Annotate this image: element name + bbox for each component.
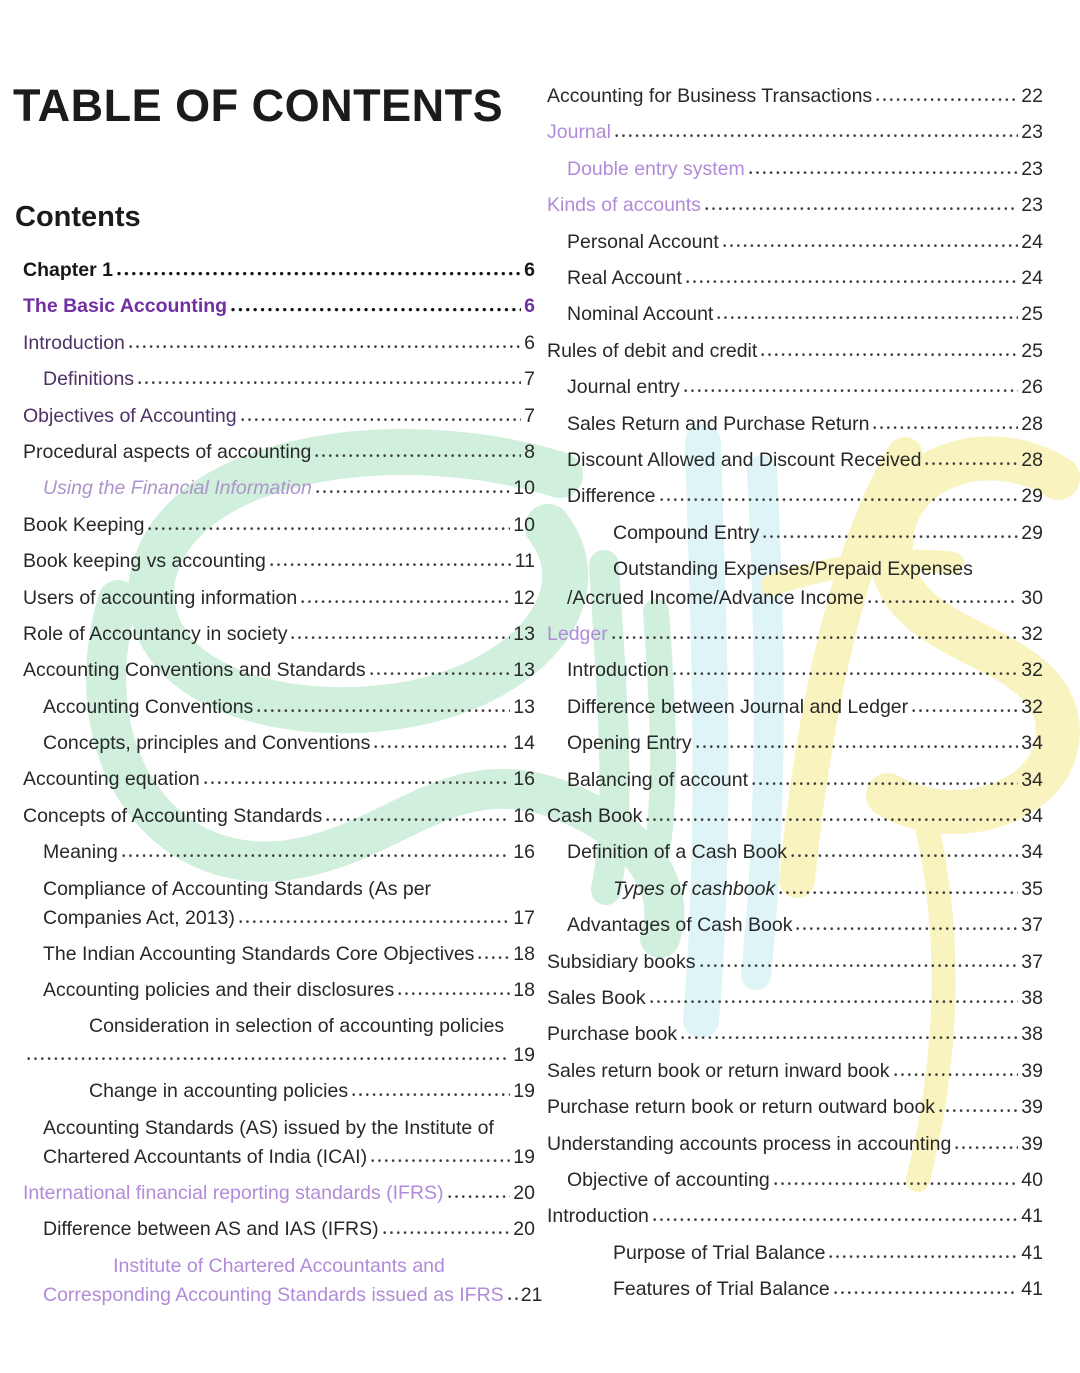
toc-dotted-leader (27, 1056, 510, 1061)
toc-dotted-leader (316, 489, 510, 494)
toc-page-number: 19 (513, 1080, 535, 1103)
toc-entry[interactable] (23, 725, 535, 761)
toc-entry[interactable] (23, 507, 535, 543)
toc-entry[interactable] (23, 325, 535, 361)
toc-entry-label: Introduction (547, 1205, 649, 1228)
toc-dotted-leader (370, 671, 511, 676)
toc-page-number: 41 (1021, 1205, 1043, 1228)
toc-entry[interactable] (23, 1248, 543, 1313)
toc-dotted-leader (925, 461, 1018, 466)
toc-entry-label: Introduction (567, 659, 669, 682)
toc-entry-label: International financial reporting standards (IFRS) (23, 1181, 444, 1204)
toc-entry[interactable] (23, 834, 535, 870)
toc-entry[interactable] (23, 398, 535, 434)
toc-entry-label: Consideration in selection of accounting policies (89, 1015, 505, 1038)
toc-dotted-leader (371, 1158, 510, 1163)
toc-dotted-leader (383, 1230, 511, 1235)
toc-dotted-leader (684, 388, 1019, 393)
toc-entry[interactable] (547, 980, 1043, 1016)
toc-dotted-leader (138, 380, 521, 385)
toc-dotted-leader (326, 817, 510, 822)
toc-entry[interactable] (547, 1016, 1043, 1052)
toc-dotted-leader (374, 744, 510, 749)
toc-dotted-leader (876, 97, 1018, 102)
toc-entry[interactable] (23, 1073, 535, 1109)
toc-dotted-leader (696, 744, 1019, 749)
toc-page-number: 13 (513, 622, 535, 645)
toc-page-number: 18 (513, 979, 535, 1002)
toc-dotted-leader (873, 425, 1018, 430)
toc-dotted-leader (912, 708, 1018, 713)
toc-page-number: 39 (1021, 1132, 1043, 1155)
toc-page-number: 39 (1021, 1096, 1043, 1119)
toc-dotted-leader (796, 926, 1018, 931)
toc-entry-label: Balancing of account (567, 768, 749, 791)
toc-entry-line2 (23, 1281, 543, 1310)
toc-entry-label: Procedural aspects of accounting (23, 440, 312, 463)
toc-entry-label: Objective of accounting (567, 1168, 770, 1191)
toc-entry[interactable] (547, 114, 1043, 150)
toc-page-number: 24 (1021, 266, 1043, 289)
toc-dotted-leader (752, 781, 1018, 786)
toc-entry[interactable] (23, 543, 535, 579)
toc-entry[interactable] (23, 689, 535, 725)
toc-page-number: 39 (1021, 1059, 1043, 1082)
toc-entry-label: Accounting for Business Transactions (547, 85, 873, 107)
toc-entry[interactable] (547, 1271, 1043, 1307)
toc-entry-label: Cash Book (547, 805, 643, 828)
toc-entry-label: Kinds of accounts (547, 194, 701, 217)
toc-entry-label: Understanding accounts process in accounting (547, 1132, 952, 1155)
toc-page-number: 26 (1021, 376, 1043, 399)
toc-page-number: 11 (514, 550, 535, 573)
toc-dotted-leader (129, 344, 521, 349)
toc-page-number: 23 (1021, 157, 1043, 180)
toc-dotted-leader (705, 206, 1018, 211)
toc-entry[interactable] (547, 406, 1043, 442)
toc-entry-label: Definition of a Cash Book (567, 841, 788, 864)
toc-page-number: 25 (1021, 339, 1043, 362)
toc-page-number: 25 (1021, 303, 1043, 326)
toc-entry-label: Sales return book or return inward book (547, 1059, 890, 1082)
toc-dotted-leader (763, 534, 1018, 539)
contents-heading: Contents (15, 201, 141, 233)
toc-page-number: 16 (513, 768, 535, 791)
toc-page-number: 13 (513, 659, 535, 682)
toc-entry-label: Purchase book (547, 1023, 678, 1046)
toc-page-number: 41 (1021, 1241, 1043, 1264)
toc-page-number: 6 (524, 259, 535, 281)
toc-page-number: 7 (524, 368, 535, 391)
toc-entry[interactable] (547, 616, 1043, 652)
toc-dotted-leader (148, 526, 510, 531)
toc-dotted-leader (301, 599, 510, 604)
toc-entry-label: Compound Entry (613, 521, 760, 544)
toc-dotted-leader (834, 1290, 1019, 1295)
toc-entry-label: Purchase return book or return outward book (547, 1096, 936, 1119)
page-title: TABLE OF CONTENTS (13, 80, 504, 131)
toc-entry[interactable] (547, 1198, 1043, 1234)
toc-entry-label: Compliance of Accounting Standards (As per (43, 877, 432, 900)
toc-entry[interactable] (547, 187, 1043, 223)
toc-dotted-leader (829, 1254, 1018, 1259)
toc-dotted-leader (723, 243, 1019, 248)
toc-dotted-leader (241, 417, 522, 422)
toc-page-number: 16 (513, 841, 535, 864)
toc-entry[interactable] (23, 798, 535, 834)
toc-dotted-leader (117, 271, 521, 276)
toc-entry-label: The Basic Accounting (23, 295, 228, 318)
toc-page-number: 6 (524, 331, 535, 354)
toc-entry[interactable] (23, 1008, 535, 1073)
toc-page-number: 18 (513, 942, 535, 965)
toc-entry[interactable] (547, 762, 1043, 798)
toc-entry[interactable] (547, 296, 1043, 332)
toc-entry[interactable] (547, 652, 1043, 688)
toc-entry-label: Accounting Conventions (43, 695, 254, 718)
toc-dotted-leader (291, 635, 510, 640)
toc-entry[interactable] (547, 1162, 1043, 1198)
toc-dotted-leader (653, 1217, 1018, 1222)
toc-entry-label: Journal (547, 121, 611, 144)
toc-dotted-leader (761, 352, 1018, 357)
toc-entry-label: Nominal Account (567, 303, 714, 326)
toc-page-number: 29 (1021, 485, 1043, 508)
toc-entry-line2 (23, 1041, 535, 1070)
toc-dotted-leader (868, 599, 1018, 604)
toc-entry[interactable] (23, 1211, 535, 1247)
toc-entry-label-continued: Companies Act, 2013) (43, 906, 235, 929)
toc-entry[interactable] (547, 834, 1043, 870)
toc-entry-line2 (23, 1143, 535, 1172)
toc-dotted-leader (673, 671, 1018, 676)
toc-page-number: 12 (513, 586, 535, 609)
toc-entry-label: Difference (567, 485, 656, 508)
toc-entry[interactable] (23, 761, 535, 797)
toc-entry-label: Sales Return and Purchase Return (567, 412, 870, 435)
toc-entry[interactable] (547, 515, 1043, 551)
toc-entry-label: Double entry system (567, 157, 745, 180)
toc-entry-label: Institute of Chartered Accountants and (113, 1254, 445, 1277)
toc-page-number: 34 (1021, 805, 1043, 828)
toc-entry[interactable] (23, 434, 535, 470)
toc-entry-label: Accounting policies and their disclosures (43, 979, 395, 1002)
toc-entry[interactable] (547, 1126, 1043, 1162)
toc-dotted-leader (398, 991, 510, 996)
toc-entry-label: Introduction (23, 331, 125, 354)
toc-page-number: 34 (1021, 841, 1043, 864)
toc-entry-label: Chapter 1 (23, 259, 113, 281)
toc-dotted-leader (257, 708, 510, 713)
toc-entry[interactable] (547, 78, 1043, 114)
toc-dotted-leader (779, 890, 1018, 895)
toc-page-number: 10 (513, 477, 535, 500)
toc-page-number: 20 (513, 1218, 535, 1241)
toc-page-number: 35 (1021, 877, 1043, 900)
toc-page-number: 16 (513, 804, 535, 827)
toc-entry[interactable] (23, 470, 535, 506)
toc-dotted-leader (315, 453, 521, 458)
toc-dotted-leader (270, 562, 512, 567)
toc-page-number: 38 (1021, 986, 1043, 1009)
toc-entry-line2 (547, 584, 1043, 613)
toc-entry-label-continued: Corresponding Accounting Standards issued as IFRS (43, 1283, 504, 1306)
toc-dotted-leader (646, 817, 1018, 822)
toc-entry[interactable] (547, 944, 1043, 980)
toc-entry[interactable] (547, 1053, 1043, 1089)
toc-entry-label: Concepts of Accounting Standards (23, 804, 323, 827)
toc-entry[interactable] (547, 1089, 1043, 1125)
toc-page-number: 32 (1021, 659, 1043, 682)
toc-entry[interactable] (23, 972, 535, 1008)
toc-dotted-leader (478, 955, 510, 960)
toc-page-number: 38 (1021, 1023, 1043, 1046)
toc-entry-label: Personal Account (567, 230, 719, 253)
toc-entry-line1 (23, 1114, 535, 1143)
toc-dotted-leader (352, 1092, 510, 1097)
toc-entry-label: Role of Accountancy in society (23, 622, 288, 645)
toc-entry-line1 (547, 555, 1043, 584)
toc-entry[interactable] (23, 652, 535, 688)
toc-entry[interactable] (23, 871, 535, 936)
toc-entry[interactable] (23, 1175, 535, 1211)
toc-page-number: 17 (513, 906, 535, 929)
toc-entry-label-continued: Chartered Accountants of India (ICAI) (43, 1145, 368, 1168)
toc-entry-label: Accounting Conventions and Standards (23, 659, 366, 682)
toc-entry[interactable] (547, 871, 1043, 907)
toc-page-number: 28 (1021, 448, 1043, 471)
toc-entry[interactable] (547, 442, 1043, 478)
toc-dotted-leader (749, 170, 1019, 175)
toc-dotted-leader (650, 999, 1019, 1004)
toc-entry[interactable] (547, 260, 1043, 296)
toc-entry-label: Rules of debit and credit (547, 339, 758, 362)
toc-dotted-leader (791, 853, 1018, 858)
toc-entry-label: Definitions (43, 368, 135, 391)
toc-entry-label: Accounting Standards (AS) issued by the Institute of (43, 1116, 494, 1139)
toc-entry[interactable] (23, 288, 535, 324)
toc-entry[interactable] (547, 333, 1043, 369)
toc-column-right (547, 78, 1043, 1308)
toc-entry[interactable] (23, 616, 535, 652)
toc-entry[interactable] (23, 1110, 535, 1175)
toc-entry[interactable] (547, 725, 1043, 761)
toc-entry-label: Types of cashbook (613, 877, 776, 900)
toc-entry[interactable] (23, 936, 535, 972)
toc-entry-label: Users of accounting information (23, 586, 298, 609)
toc-entry-label: Outstanding Expenses/Prepaid Expenses (613, 558, 973, 581)
toc-page-number: 32 (1021, 695, 1043, 718)
toc-page-number: 23 (1021, 121, 1043, 144)
toc-column-left (23, 252, 543, 1313)
toc-page-number: 34 (1021, 768, 1043, 791)
toc-page-number: 21 (520, 1283, 543, 1306)
toc-entry[interactable] (547, 551, 1043, 616)
toc-dotted-leader (700, 963, 1019, 968)
toc-dotted-leader (448, 1194, 511, 1199)
toc-dotted-leader (774, 1181, 1019, 1186)
toc-entry[interactable] (547, 907, 1043, 943)
toc-entry[interactable] (23, 361, 535, 397)
toc-entry-label: Sales Book (547, 986, 646, 1009)
toc-page-number: 28 (1021, 412, 1043, 435)
toc-dotted-leader (939, 1108, 1018, 1113)
toc-entry[interactable] (547, 151, 1043, 187)
toc-entry[interactable] (547, 798, 1043, 834)
toc-entry-label: The Indian Accounting Standards Core Objectives (43, 942, 475, 965)
toc-page-number: 40 (1021, 1168, 1043, 1191)
toc-page-number: 30 (1021, 587, 1043, 610)
toc-entry-label: Difference between Journal and Ledger (567, 695, 909, 718)
toc-entry[interactable] (547, 689, 1043, 725)
toc-dotted-leader (894, 1072, 1019, 1077)
toc-page-number: 37 (1021, 950, 1043, 973)
toc-entry-line1 (23, 875, 535, 904)
toc-dotted-leader (660, 497, 1019, 502)
toc-page-number: 20 (513, 1181, 535, 1204)
toc-entry-label: Purpose of Trial Balance (613, 1241, 826, 1264)
toc-entry-label: Using the Financial Information (43, 477, 312, 500)
toc-page-number: 29 (1021, 521, 1043, 544)
toc-entry-line2 (23, 904, 535, 933)
toc-entry-label: Book keeping vs accounting (23, 550, 266, 573)
toc-entry[interactable] (547, 478, 1043, 514)
toc-page-number: 13 (513, 695, 535, 718)
toc-dotted-leader (615, 133, 1018, 138)
toc-entry[interactable] (23, 252, 535, 288)
toc-entry[interactable] (23, 580, 535, 616)
toc-entry-label: Features of Trial Balance (613, 1278, 830, 1301)
toc-entry[interactable] (547, 369, 1043, 405)
toc-dotted-leader (681, 1035, 1018, 1040)
toc-page-number: 10 (513, 513, 535, 536)
toc-dotted-leader (955, 1145, 1018, 1150)
toc-page-number: 32 (1021, 623, 1043, 646)
toc-entry-label: Journal entry (567, 376, 680, 399)
toc-dotted-leader (612, 635, 1019, 640)
toc-page-number: 19 (513, 1145, 535, 1168)
toc-page-number: 8 (524, 440, 535, 463)
toc-page-number: 7 (524, 404, 535, 427)
toc-dotted-leader (122, 853, 510, 858)
toc-entry-label: Concepts, principles and Conventions (43, 732, 371, 755)
toc-dotted-leader (717, 315, 1018, 320)
toc-entry-label: Objectives of Accounting (23, 404, 237, 427)
toc-page-number: 23 (1021, 194, 1043, 217)
toc-entry-label: Change in accounting policies (89, 1080, 349, 1103)
toc-dotted-leader (686, 279, 1018, 284)
toc-page-number: 6 (524, 295, 535, 318)
toc-entry-label: Meaning (43, 841, 118, 864)
toc-entry-label: Real Account (567, 266, 682, 289)
toc-page-number: 14 (513, 732, 535, 755)
toc-entry[interactable] (547, 1235, 1043, 1271)
toc-page-number: 41 (1021, 1278, 1043, 1301)
toc-entry-label-continued: /Accrued Income/Advance Income (567, 587, 864, 610)
toc-page-number: 24 (1021, 230, 1043, 253)
toc-entry-label: Difference between AS and IAS (IFRS) (43, 1218, 379, 1241)
toc-dotted-leader (231, 307, 521, 312)
toc-entry-line1 (23, 1252, 535, 1281)
toc-entry-label: Ledger (547, 623, 608, 646)
toc-entry-label: Discount Allowed and Discount Received (567, 448, 922, 471)
toc-page-number: 34 (1021, 732, 1043, 755)
toc-dotted-leader (204, 780, 511, 785)
toc-entry-label: Book Keeping (23, 513, 145, 536)
toc-page-number: 19 (513, 1044, 535, 1067)
toc-dotted-leader (239, 919, 510, 924)
toc-entry[interactable] (547, 224, 1043, 260)
toc-entry-label: Advantages of Cash Book (567, 914, 793, 937)
toc-entry-label: Opening Entry (567, 732, 692, 755)
toc-dotted-leader (508, 1296, 518, 1301)
toc-page-number: 37 (1021, 914, 1043, 937)
toc-entry-line1 (23, 1012, 535, 1041)
toc-entry-label: Accounting equation (23, 768, 200, 791)
toc-entry-label: Subsidiary books (547, 950, 696, 973)
toc-page-number: 22 (1021, 85, 1043, 107)
